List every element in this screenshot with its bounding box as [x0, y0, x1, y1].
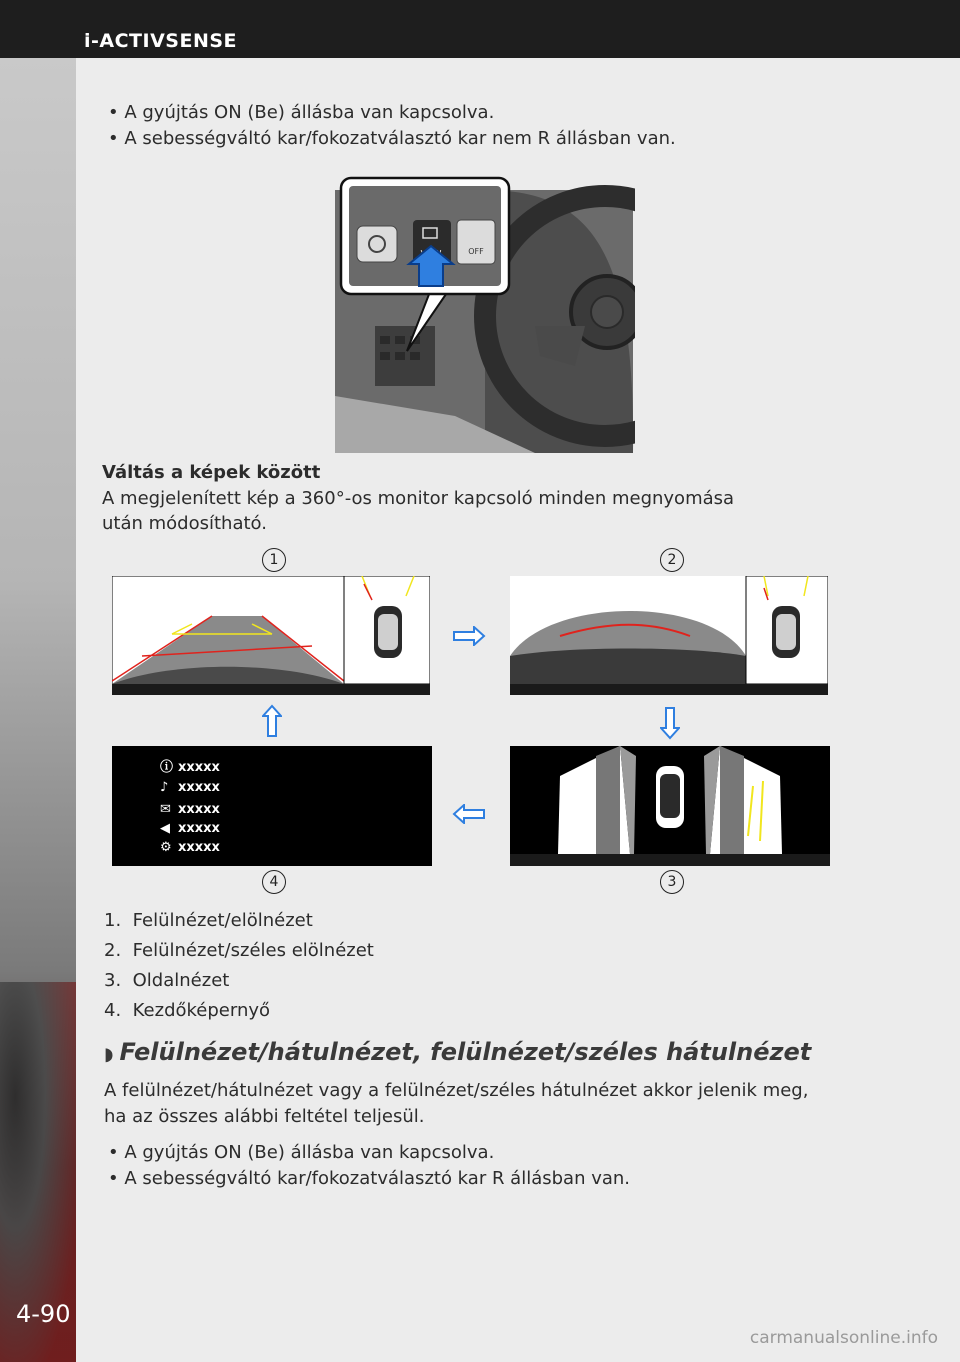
message-icon: ✉ — [160, 802, 171, 817]
list-item-3 — [104, 968, 229, 994]
screen-top-front-view — [112, 576, 430, 695]
switching-text-line2: után módosítható. — [102, 513, 267, 534]
bullet-item: • A gyújtás ON (Be) állásba van kapcsolva. — [108, 1142, 495, 1163]
arrow-left-icon — [452, 804, 486, 824]
menu-item-label: xxxxx — [178, 802, 220, 817]
list-text: Oldalnézet — [132, 970, 230, 991]
list-item-4 — [104, 998, 270, 1024]
switching-heading: Váltás a képek között — [102, 462, 321, 483]
menu-item-label: xxxxx — [178, 780, 220, 795]
info-icon: ⓘ — [160, 760, 174, 775]
menu-item-info — [160, 756, 220, 775]
menu-item-settings — [160, 840, 220, 855]
bullet-text: A gyújtás ON (Be) állásba van kapcsolva. — [124, 102, 495, 123]
screen-wide-front-view — [510, 576, 828, 695]
arrow-up-icon — [262, 704, 282, 738]
list-text: Felülnézet/elölnézet — [132, 910, 313, 931]
section-text-line1: A felülnézet/hátulnézet vagy a felülnézet/széles hátulnézet akkor jelenik meg, — [104, 1080, 809, 1101]
menu-item-navigation — [160, 821, 220, 836]
list-number: 1. — [104, 910, 122, 931]
list-item-1 — [104, 908, 313, 934]
off-button-label: OFF — [468, 247, 484, 256]
list-number: 3. — [104, 970, 122, 991]
header-bar — [0, 0, 960, 58]
navigation-icon: ◀ — [160, 821, 170, 836]
menu-item-music — [160, 780, 220, 795]
bullet-text: A gyújtás ON (Be) állásba van kapcsolva. — [124, 1142, 495, 1163]
screen-home — [112, 746, 432, 866]
screen-label-4: 4 — [262, 870, 286, 894]
list-number: 4. — [104, 1000, 122, 1021]
section-heading — [104, 1038, 811, 1066]
bullet-text: A sebességváltó kar/fokozatválasztó kar nem R állásban van. — [124, 128, 676, 149]
music-icon: ♪ — [160, 780, 169, 795]
section-marker-icon: ◗ — [104, 1044, 114, 1065]
page-number: 4-90 — [16, 1300, 71, 1328]
list-text: Kezdőképernyő — [132, 1000, 271, 1021]
menu-item-label: xxxxx — [178, 840, 220, 855]
arrow-down-icon — [660, 706, 680, 740]
side-photo-strip — [0, 58, 76, 1362]
monitor-switch-illustration — [335, 176, 635, 454]
screen-label-1: 1 — [262, 548, 286, 572]
list-number: 2. — [104, 940, 122, 961]
bullet-item: • A sebességváltó kar/fokozatválasztó kar nem R állásban van. — [108, 128, 676, 149]
page-content — [76, 58, 960, 1362]
menu-item-label: xxxxx — [178, 821, 220, 836]
screen-label-2: 2 — [660, 548, 684, 572]
bullet-item: • A gyújtás ON (Be) állásba van kapcsolva. — [108, 102, 495, 123]
list-item-2 — [104, 938, 374, 964]
bullet-text: A sebességváltó kar/fokozatválasztó kar R állásban van. — [124, 1168, 631, 1189]
screen-label-3: 3 — [660, 870, 684, 894]
menu-item-phone — [160, 802, 220, 817]
section-title: i-ACTIVSENSE — [84, 30, 238, 52]
arrow-right-icon — [452, 626, 486, 646]
list-text: Felülnézet/széles elölnézet — [132, 940, 374, 961]
switching-text-line1: A megjelenített kép a 360°-os monitor kapcsoló minden megnyomása — [102, 488, 735, 509]
gear-icon: ⚙ — [160, 840, 172, 855]
footer-watermark: carmanualsonline.info — [749, 1328, 938, 1348]
section-text-line2: ha az összes alábbi feltétel teljesül. — [104, 1106, 425, 1127]
bullet-item: • A sebességváltó kar/fokozatválasztó kar R állásban van. — [108, 1168, 631, 1189]
screen-side-view — [510, 746, 830, 866]
menu-item-label: xxxxx — [178, 760, 220, 775]
section-heading-text: Felülnézet/hátulnézet, felülnézet/széles hátulnézet — [119, 1038, 812, 1066]
